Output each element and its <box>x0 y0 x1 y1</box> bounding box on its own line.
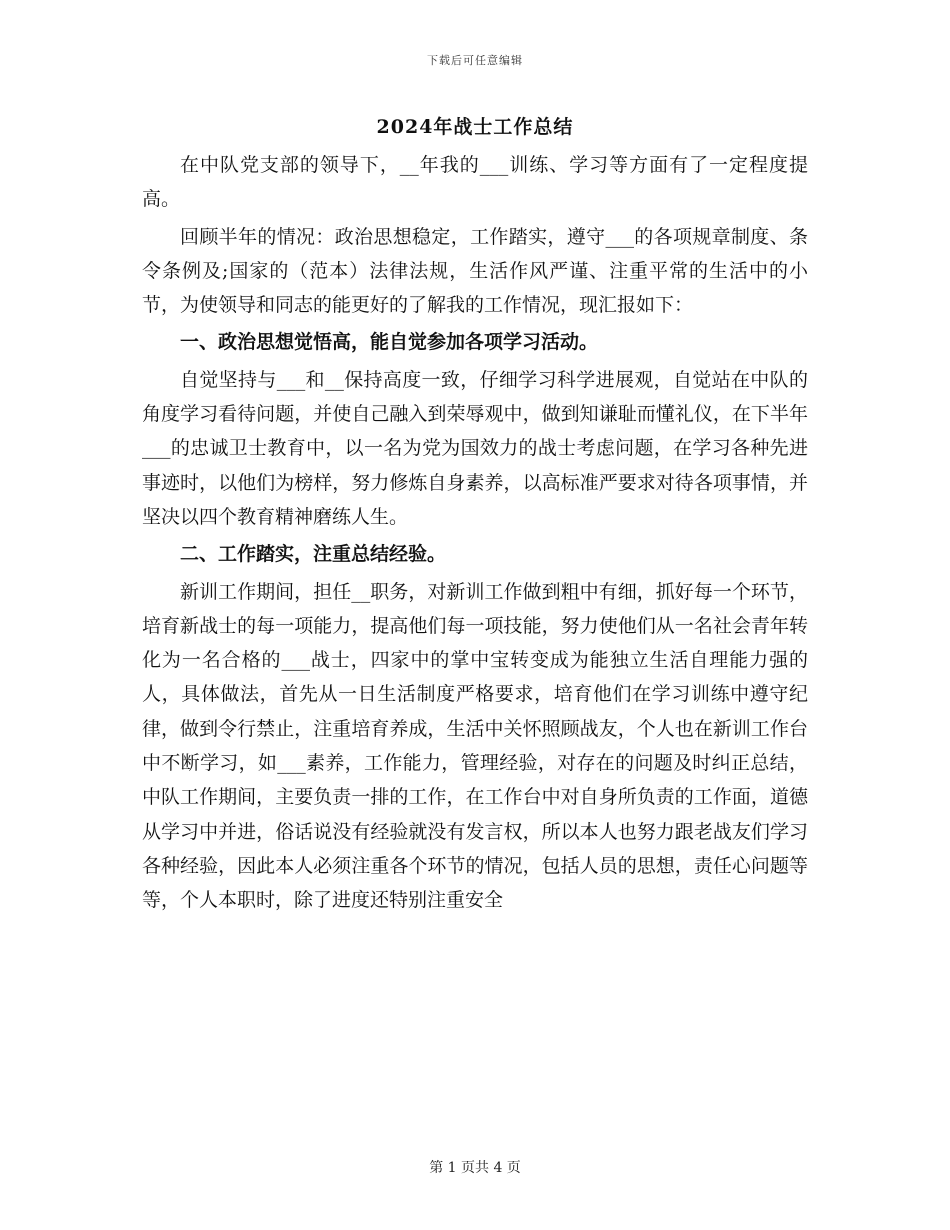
document-title: 2024年战士工作总结 <box>376 116 574 138</box>
page-number: 第 1 页共 4 页 <box>429 1160 521 1176</box>
paragraph-intro: 在中队党支部的领导下，__年我的___训练、学习等方面有了一定程度提高。 <box>142 154 808 211</box>
page-header-note: 下载后可任意编辑 <box>427 54 523 67</box>
paragraph-review: 回顾半年的情况：政治思想稳定，工作踏实，遵守___的各项规章制度、条令条例及;国家的（范本）法律法规，生活作风严谨、注重平常的生活中的小节，为使领导和同志的能更好的了解我的工作情况，现汇报如下： <box>142 225 808 317</box>
section-heading-2: 二、工作踏实，注重总结经验。 <box>180 543 447 566</box>
paragraph-section-1: 自觉坚持与___和__保持高度一致，仔细学习科学进展观，自觉站在中队的角度学习看待问题，并使自己融入到荣辱观中，做到知谦耻而懂礼仪，在下半年___的忠诚卫士教育中，以一名为党为国效力的战士考虑问题，在学习各种先进事迹时，以他们为榜样，努力修炼自身素养，以高标准严要求对待各项事情，并坚决以四个教育精神磨练人生。 <box>142 368 808 528</box>
paragraph-section-2: 新训工作期间，担任__职务，对新训工作做到粗中有细，抓好每一个环节，培育新战士的每一项能力，提高他们每一项技能，努力使他们从一名社会青年转化为一名合格的___战士，四家中的掌中宝转变成为能独立生活自理能力强的人，具体做法，首先从一日生活制度严格要求，培育他们在学习训练中遵守纪律，做到令行禁止，注重培育养成，生活中关怀照顾战友，个人也在新训工作台中不断学习，如___素养，工作能力，管理经验，对存在的问题及时纠正总结，中队工作期间，主要负责一排的工作，在工作台中对自身所负责的工作面，道德从学习中并进，俗话说没有经验就没有发言权，所以本人也努力跟老战友们学习各种经验，因此本人必须注重各个环节的情况，包括人员的思想，责任心问题等等，个人本职时，除了进度还特别注重安全 <box>142 580 808 912</box>
document-body <box>142 148 808 921</box>
section-heading-1: 一、政治思想觉悟高，能自觉参加各项学习活动。 <box>180 331 599 354</box>
